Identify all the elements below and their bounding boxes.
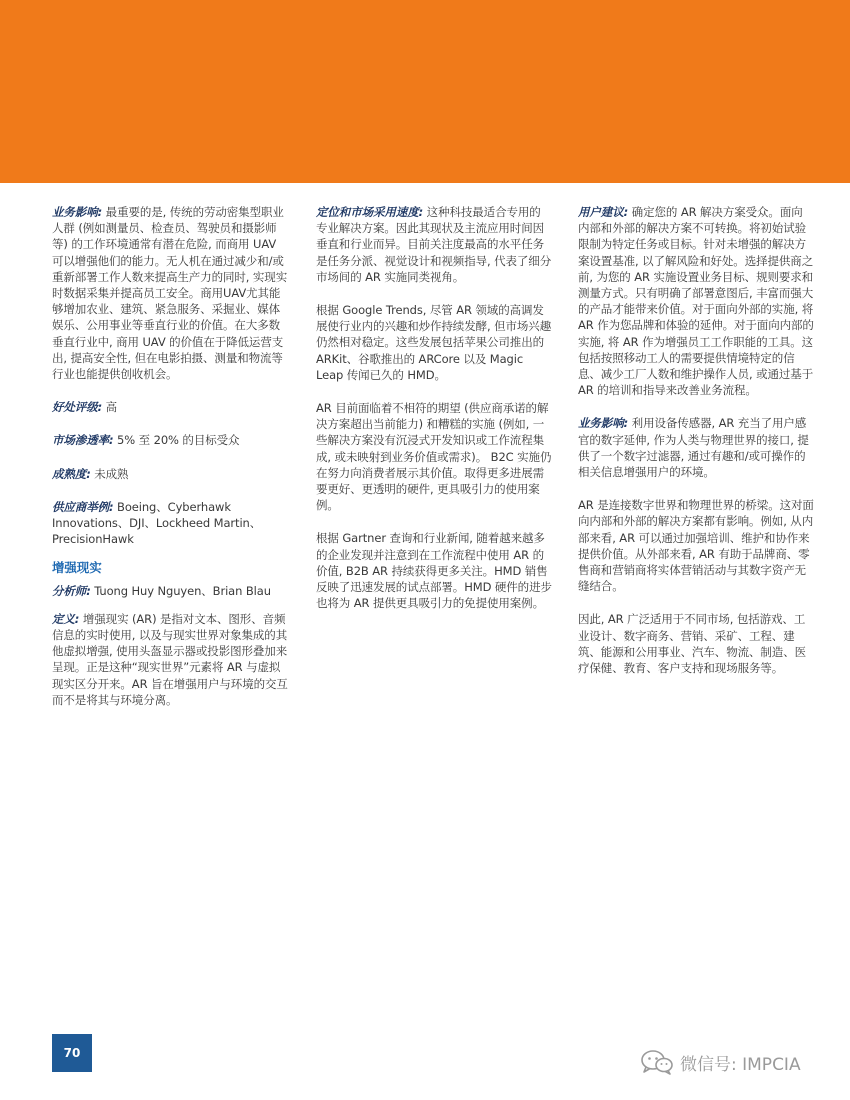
gartner-paragraph: 根据 Gartner 查询和行业新闻, 随着越来越多的企业发现并注意到在工作流程中使用 AR 的价值, B2B AR 持续获得更多关注。HMD 销售反映了迅速发展的试点部署。HMD 硬件的进步也将为 AR 提供更具吸引力的免提使用案例。 (316, 531, 552, 611)
page-number: 70 (52, 1034, 92, 1072)
applicability-paragraph: 因此, AR 广泛适用于不同市场, 包括游戏、工业设计、数字商务、营销、采矿、工程、建筑、能源和公用事业、汽车、物流、制造、医疗保健、教育、客户支持和现场服务等。 (578, 612, 806, 676)
sample-vendors (52, 499, 288, 548)
wechat-icon (640, 1049, 674, 1075)
maturity-label: 成熟度: (52, 466, 91, 481)
user-advice-paragraph (578, 204, 814, 398)
ar-business-impact-text: 利用设备传感器, AR 充当了用户感官的数字延伸, 作为人类与物理世界的接口, 提供了一个数字过滤器, 通过有趣和/或可操作的相关信息增强用户的环境。 (578, 416, 809, 480)
user-advice-label: 用户建议: (578, 205, 629, 219)
positioning-text: 这种科技最适合专用的专业解决方案。因此其现状及主流应用时间因垂直和行业而异。目前关注度最高的水平任务是任务分派、视觉设计和视频指导, 代表了细分市场间的 AR 实施同类视角。 (316, 205, 552, 284)
definition-label: 定义: (52, 611, 80, 626)
market-penetration-value: 5% 至 20% 的目标受众 (113, 433, 240, 448)
definition-text: 增强现实 (AR) 是指对文本、图形、音频信息的实时使用, 以及与现实世界对象集成的其他虚拟增强, 使用头盔显示器或投影图形叠加来呈现。正是这种“现实世界”元素将 AR 与虚拟现实区分开来。AR 旨在增强用户与环境的交互而不是将其与环境分离。 (52, 611, 288, 707)
section-title-augmented-reality: 增强现实 (52, 560, 102, 576)
maturity-value: 未成熟 (90, 466, 129, 481)
column-2 (316, 204, 552, 628)
watermark-text: 微信号: IMPCIA (680, 1054, 801, 1075)
definition-paragraph (52, 611, 288, 708)
sample-vendors-value: Boeing、Cyberhawk Innovations、DJI、Lockheed Martin、PrecisionHawk (52, 499, 262, 547)
business-impact-text: 最重要的是, 传统的劳动密集型职业人群 (例如测量员、检查员、驾驶员和摄影师等) 的工作环境通常有潜在危险, 而商用 UAV 可以增强他们的能力。无人机在通过减少和/或重新部署工作人数来提高生产力的同时, 实现实时数据采集并提高员工安全。商用UAV尤其能够增加农业、建筑、紧急服务、采掘业、媒体娱乐、公用事业等垂直行业的价值。在大多数垂直行业中, 商用 UAV 的价值在于降低运营支出, 提高安全性, 但在电影拍摄、测量和物流等行业也能提供创收机会。 (52, 205, 288, 382)
bridge-paragraph: AR 是连接数字世界和物理世界的桥梁。这对面向内部和外部的解决方案都有影响。例如, 从内部来看, AR 可以通过加强培训、维护和协作来提供价值。从外部来看, AR 有助于品牌商、零售商和营销商将实体营销活动与其数字资产无缝结合。 (578, 498, 814, 594)
analysts-label: 分析师: (52, 583, 91, 598)
benefit-rating-label: 好处评级: (52, 400, 103, 415)
column-3 (578, 204, 814, 693)
analysts (52, 583, 288, 599)
maturity (52, 466, 288, 482)
business-impact-paragraph (52, 204, 288, 382)
market-penetration-label: 市场渗透率: (52, 433, 114, 448)
expectations-paragraph: AR 目前面临着不相符的期望 (供应商承诺的解决方案超出当前能力) 和糟糕的实施 (例如, 一些解决方案没有沉浸式开发知识或工作流程集成, 或未映射到业务价值或需求)。 B2C 实施仍在努力向消费者展示其价值。取得更多进展需要更好、更透明的硬件, 更具吸引力的使用案例。 (316, 401, 552, 513)
wechat-watermark (640, 1047, 801, 1077)
benefit-rating-value: 高 (102, 400, 118, 415)
user-advice-text: 确定您的 AR 解决方案受众。面向内部和外部的解决方案不可转换。将初始试验限制为特定任务或目标。针对未增强的解决方案设置基准, 以了解风险和好处。选择提供商之前, 为您的 AR 实施设置业务目标、规则要求和测量方式。只有明确了部署意图后, 丰富而强大的产品才能带来价值。对于面向外部的实施, 将 AR 作为您品牌和体验的延伸。对于面向内部的实施, 将 AR 作为增强员工工作职能的工具。这包括按照移动工人的需要提供情境特定的信息、减少工厂人数和维护操作人员, 或通过基于 AR 的培训和指导来改善业务流程。 (578, 205, 814, 398)
business-impact-label: 业务影响: (52, 205, 103, 219)
positioning-paragraph (316, 204, 552, 285)
ar-business-impact-label: 业务影响: (578, 416, 629, 431)
positioning-label: 定位和市场采用速度: (316, 205, 424, 219)
sample-vendors-label: 供应商举例: (52, 499, 114, 514)
google-trends-paragraph: 根据 Google Trends, 尽管 AR 领域的高调发展使行业内的兴趣和炒作持续发酵, 但市场兴趣仍然相对稳定。这些发展包括苹果公司推出的 ARKit、谷歌推出的 ARCore 以及 Magic Leap 传闻已久的 HMD。 (316, 303, 552, 382)
ar-business-impact-paragraph (578, 415, 814, 480)
analysts-names: Tuong Huy Nguyen、Brian Blau (90, 583, 271, 598)
top-banner (0, 0, 850, 183)
market-penetration (52, 432, 288, 448)
benefit-rating (52, 399, 288, 415)
column-1 (52, 204, 288, 725)
